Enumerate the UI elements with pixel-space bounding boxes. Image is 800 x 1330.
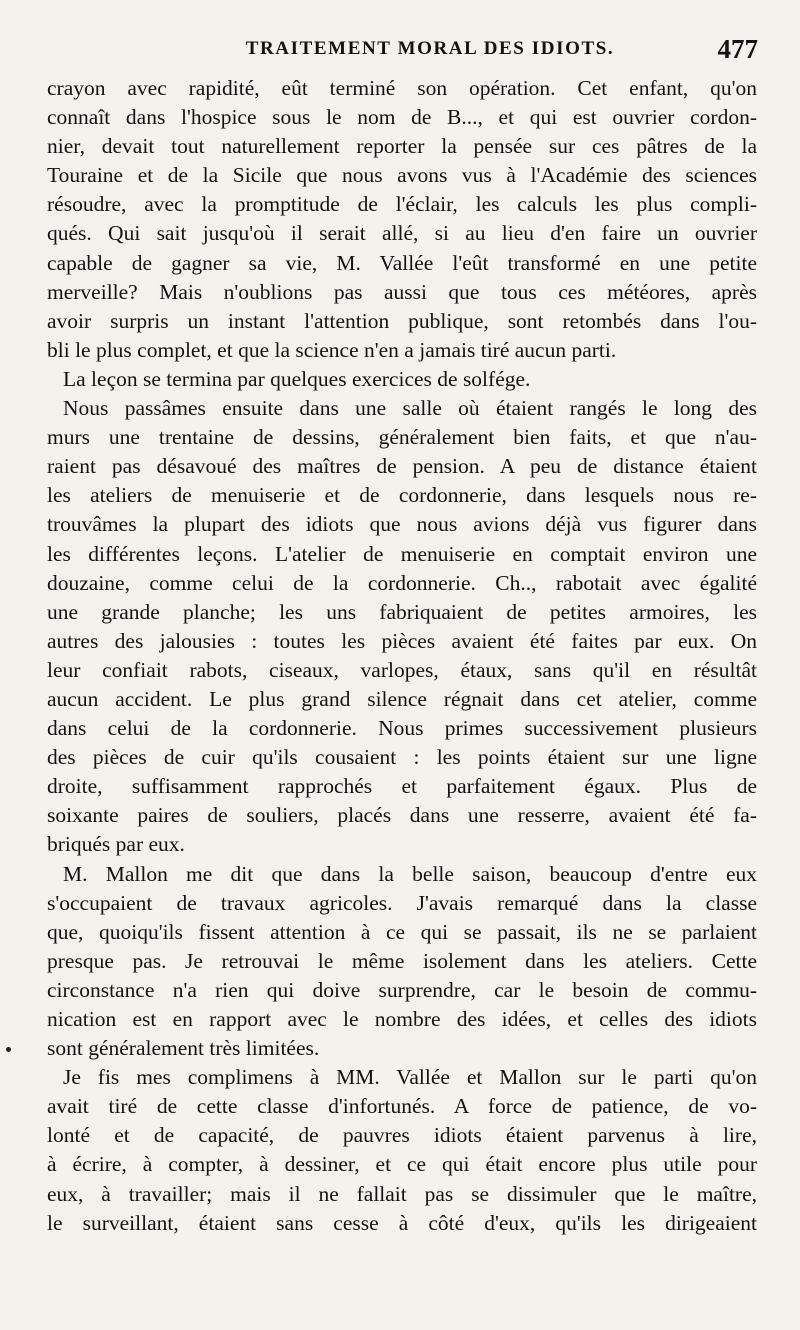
text-line: trouvâmes la plupart des idiots que nous avions déjà vus figurer dans xyxy=(47,512,757,537)
text-line: avait tiré de cette classe d'infortunés. A force de patience, de vo- xyxy=(47,1094,757,1119)
text-line: que, quoiqu'ils fissent attention à ce qui se passait, ils ne se parlaient xyxy=(47,919,757,944)
text-line: capable de gagner sa vie, M. Vallée l'eût transformé en une petite xyxy=(47,250,757,275)
text-line: avoir surpris un instant l'attention publique, sont retombés dans l'ou- xyxy=(47,308,757,333)
text-line: murs une trentaine de dessins, généralement bien faits, et que n'au- xyxy=(47,425,757,450)
text-line: les ateliers de menuiserie et de cordonnerie, dans lesquels nous re- xyxy=(47,483,757,508)
text-line: dans celui de la cordonnerie. Nous primes successivement plusieurs xyxy=(47,716,757,741)
text-line: aucun accident. Le plus grand silence régnait dans cet atelier, comme xyxy=(47,686,757,711)
text-line: des pièces de cuir qu'ils cousaient : les points étaient sur une ligne xyxy=(47,745,757,770)
text-line: La leçon se termina par quelques exercices de solfége. xyxy=(63,366,531,391)
text-line: leur confiait rabots, ciseaux, varlopes, étaux, sans qu'il en résultât xyxy=(47,657,757,682)
text-line: merveille? Mais n'oublions pas aussi que tous ces météores, après xyxy=(47,279,757,304)
text-line: à écrire, à compter, à dessiner, et ce qui était encore plus utile pour xyxy=(47,1152,757,1177)
text-line: nier, devait tout naturellement reporter la pensée sur ces pâtres de la xyxy=(47,134,757,159)
text-line: lonté et de capacité, de pauvres idiots étaient parvenus à lire, xyxy=(47,1123,757,1148)
text-line: qués. Qui sait jusqu'où il serait allé, si au lieu d'en faire un ouvrier xyxy=(47,221,757,246)
page-number: 477 xyxy=(717,34,758,64)
text-line: Touraine et de la Sicile que nous avons vus à l'Académie des sciences xyxy=(47,163,757,188)
text-line: eux, à travailler; mais il ne fallait pas se dissimuler que le maître, xyxy=(47,1181,757,1206)
text-line: s'occupaient de travaux agricoles. J'avais remarqué dans la classe xyxy=(47,890,757,915)
text-line: résoudre, avec la promptitude de l'éclair, les calculs les plus compli- xyxy=(47,192,757,217)
margin-ink-dot xyxy=(6,1047,11,1052)
text-line: une grande planche; les uns fabriquaient de petites armoires, les xyxy=(47,599,757,624)
text-line: Je fis mes complimens à MM. Vallée et Mallon sur le parti qu'on xyxy=(63,1065,757,1090)
text-line: autres des jalousies : toutes les pièces avaient été faites par eux. On xyxy=(47,628,757,653)
text-line: sont généralement très limitées. xyxy=(47,1036,320,1061)
text-line: raient pas désavoué des maîtres de pension. A peu de distance étaient xyxy=(47,454,757,479)
text-line: soixante paires de souliers, placés dans une resserre, avaient été fa- xyxy=(47,803,757,828)
text-line: circonstance n'a rien qui doive surprendre, car le besoin de commu- xyxy=(47,977,757,1002)
text-line: nication est en rapport avec le nombre des idées, et celles des idiots xyxy=(47,1007,757,1031)
body-text xyxy=(47,74,757,1238)
running-head xyxy=(46,36,758,66)
text-line: droite, suffisamment rapprochés et parfaitement égaux. Plus de xyxy=(47,774,757,799)
text-line: presque pas. Je retrouvai le même isolement dans les ateliers. Cette xyxy=(47,948,757,973)
text-line: connaît dans l'hospice sous le nom de B..., et qui est ouvrier cordon- xyxy=(47,105,757,130)
text-line: bli le plus complet, et que la science n'en a jamais tiré aucun parti. xyxy=(47,337,617,362)
text-line: M. Mallon me dit que dans la belle saison, beaucoup d'entre eux xyxy=(63,861,757,886)
text-line: douzaine, comme celui de la cordonnerie. Ch.., rabotait avec égalité xyxy=(47,570,757,595)
text-line: crayon avec rapidité, eût terminé son opération. Cet enfant, qu'on xyxy=(47,76,757,100)
text-line: Nous passâmes ensuite dans une salle où étaient rangés le long des xyxy=(63,396,757,421)
text-line: briqués par eux. xyxy=(47,832,185,857)
text-line: le surveillant, étaient sans cesse à côté d'eux, qu'ils les dirigeaient xyxy=(47,1210,757,1235)
text-line: les différentes leçons. L'atelier de menuiserie en comptait environ une xyxy=(47,541,757,566)
running-title: TRAITEMENT MORAL DES IDIOTS. xyxy=(245,38,615,59)
